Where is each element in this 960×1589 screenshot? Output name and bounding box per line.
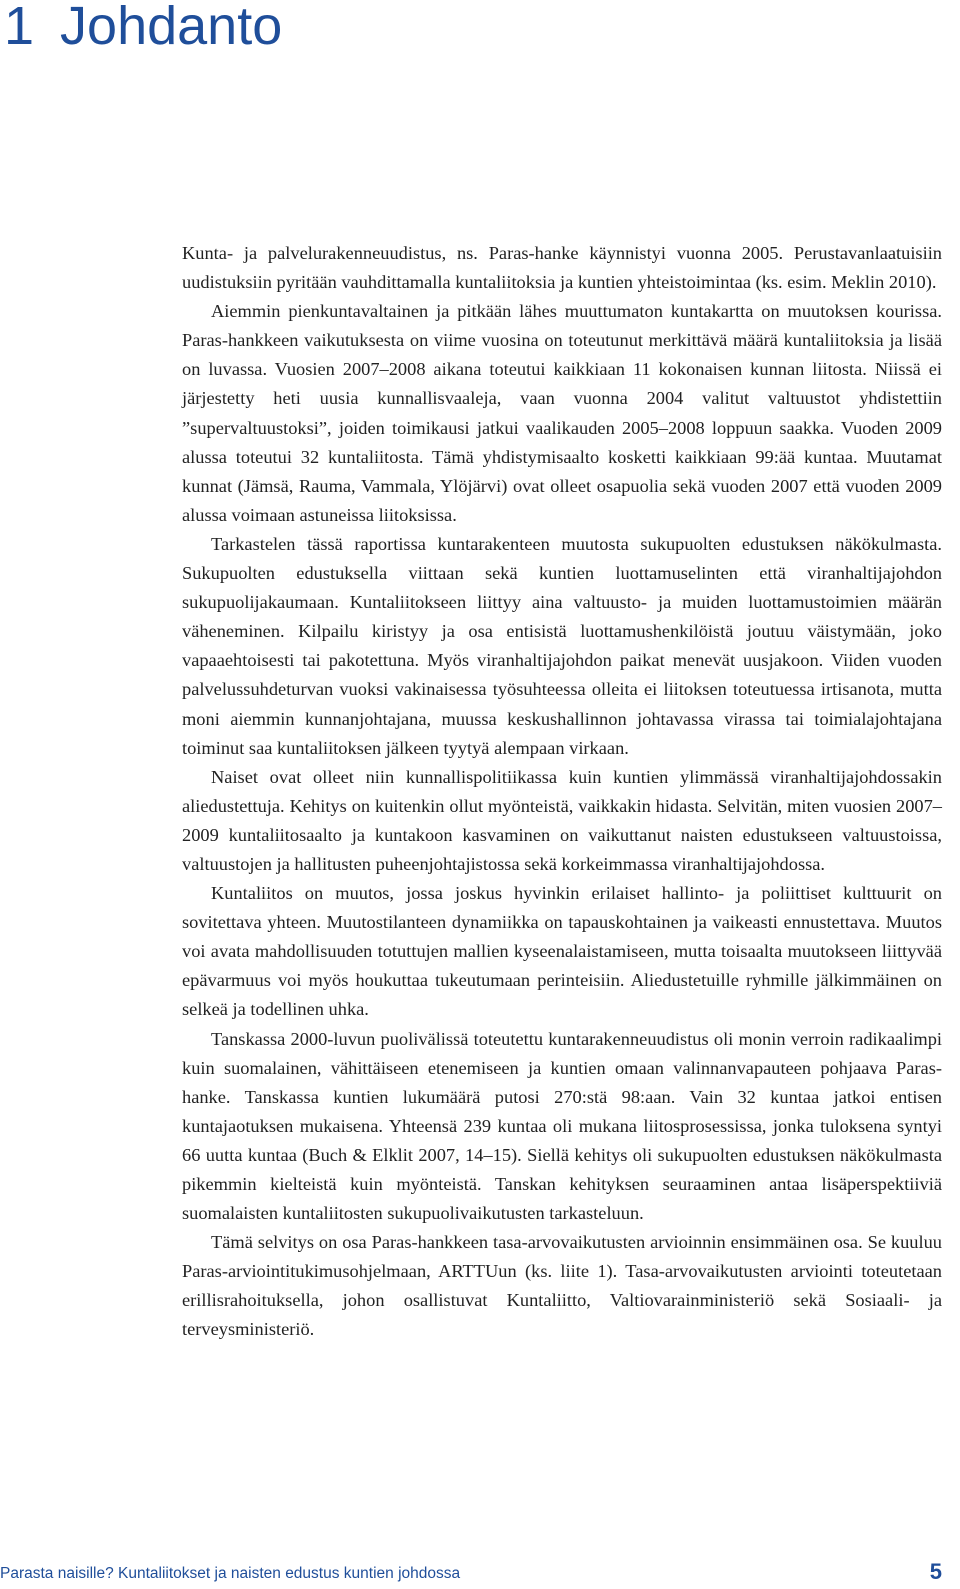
page-number: 5 [929,1559,942,1584]
paragraph: Tarkastelen tässä raportissa kuntarakenteen muutosta sukupuolten edustuksen näkökulmasta. Sukupuolten edustuksella viittaan sekä kuntien luottamuselinten että viranhaltijajohdon sukupuolijakaumaan. Kuntaliitokseen liittyy aina valtuusto- ja muiden luottamustoimien määrän väheneminen. Kilpailu kiristyy ja osa entisistä luottamushenkilöistä joutuu väistymään, joko vapaaehtoisesti tai pakotettuna. Myös viranhaltijajohdon paikat menevät uusjakoon. Viiden vuoden palvelussuhdeturvan vuoksi vakinaisessa työsuhteessa olleita ei liitoksen toteutuessa irtisanota, mutta moni aiemmin kunnanjohtajana, muussa keskushallinnon johtavassa virassa tai toimialajohtajana toiminut saa kuntaliitoksen jälkeen tyytyä alempaan virkaan. [182,533,942,758]
chapter-heading [4,0,282,58]
paragraph: Tanskassa 2000-luvun puolivälissä toteutettu kuntarakenneuudistus oli monin verroin radikaalimpi kuin suomalainen, vähittäiseen etenemiseen ja kuntien omaan valinnanvapauteen pohjaava Paras-hanke. Tanskassa kuntien lukumäärä putosi 270:stä 98:aan. Vain 32 kuntaa jatkoi entisen kuntajaotuksen mukaisena. Yhteensä 239 kuntaa oli mukana liitosprosessissa, jonka tuloksena syntyi 66 uutta kuntaa (Buch & Elklit 2007, 14–15). Siellä kehitys oli sukupuolten edustuksen näkökulmasta pikemmin kielteistä kuin myönteistä. Tanskan kehityksen seuraaminen antaa lisäperspektiiviä suomalaisten kuntaliitosten sukupuolivaikutusten tarkasteluun. [182,1028,942,1224]
chapter-number: 1 [4,0,35,56]
paragraph: Kuntaliitos on muutos, jossa joskus hyvinkin erilaiset hallinto- ja poliittiset kulttuurit on sovitettava yhteen. Muutostilanteen dynamiikka on tapauskohtainen ja vaikeasti ennustettava. Muutos voi avata mahdollisuuden totuttujen mallien kyseenalaistamiseen, mutta toisaalta muutokseen liittyvää epävarmuus voi myös houkuttaa tukeutumaan perinteisiin. Aliedustetuille ryhmille jälkimmäinen on selkeä ja todellinen uhka. [182,883,942,1020]
paragraph: Naiset ovat olleet niin kunnallispolitiikassa kuin kuntien ylimmässä viranhaltijajohdossakin aliedustettuja. Kehitys on kuitenkin ollut myönteistä, vaikkakin hidasta. Selvitän, miten vuosien 2007–2009 kuntaliitosaalto ja kuntakoon kasvaminen on vaikuttanut naisten edustukseen valtuustoissa, valtuustojen ja hallitusten puheenjohtajistossa sekä korkeimmassa viranhaltijajohdossa. [182,766,942,874]
body-text [182,239,942,1345]
footer-publication-title: Parasta naisille? Kuntaliitokset ja naisten edustus kuntien johdossa [0,1565,461,1582]
page-footer [0,1557,950,1585]
paragraph: Aiemmin pienkuntavaltainen ja pitkään lähes muuttumaton kuntakartta on muutoksen kourissa. Paras-hankkeen vaikutuksesta on viime vuosina on toteutunut merkittävä määrä kuntaliitoksia ja lisää on luvassa. Vuosien 2007–2008 aikana toteutui kaikkiaan 11 kokonaisen kunnan liitosta. Niissä ei järjestetty heti uusia kunnallisvaaleja, vaan vuonna 2004 valitut valtuustot yhdistettiin ”supervaltuustoksi”, joiden toimikausi jatkui vaalikauden 2005–2008 loppuun saakka. Vuoden 2009 alussa toteutui 32 kuntaliitosta. Tämä yhdistymisaalto kosketti kaikkiaan 99:ää kuntaa. Muutamat kunnat (Jämsä, Rauma, Vammala, Ylöjärvi) ovat olleet osapuolia sekä vuoden 2007 että vuoden 2009 alussa voimaan astuneissa liitoksissa. [182,301,942,525]
paragraph: Kunta- ja palvelurakenneuudistus, ns. Paras-hanke käynnistyi vuonna 2005. Perustavanlaatuisiin uudistuksiin pyritään vauhdittamalla kuntaliitoksia ja kuntien yhteistoimintaa (ks. esim. Meklin 2010). [182,243,942,293]
paragraph: Tämä selvitys on osa Paras-hankkeen tasa-arvovaikutusten arvioinnin ensimmäinen osa. Se kuuluu Paras-arviointitukimusohjelmaan, ARTTUun (ks. liite 1). Tasa-arvovaikutusten arviointi toteutetaan erillisrahoituksella, johon osallistuvat Kuntaliitto, Valtiovarainministeriö sekä Sosiaali- ja terveysministeriö. [182,1232,942,1340]
chapter-title: Johdanto [60,0,283,56]
